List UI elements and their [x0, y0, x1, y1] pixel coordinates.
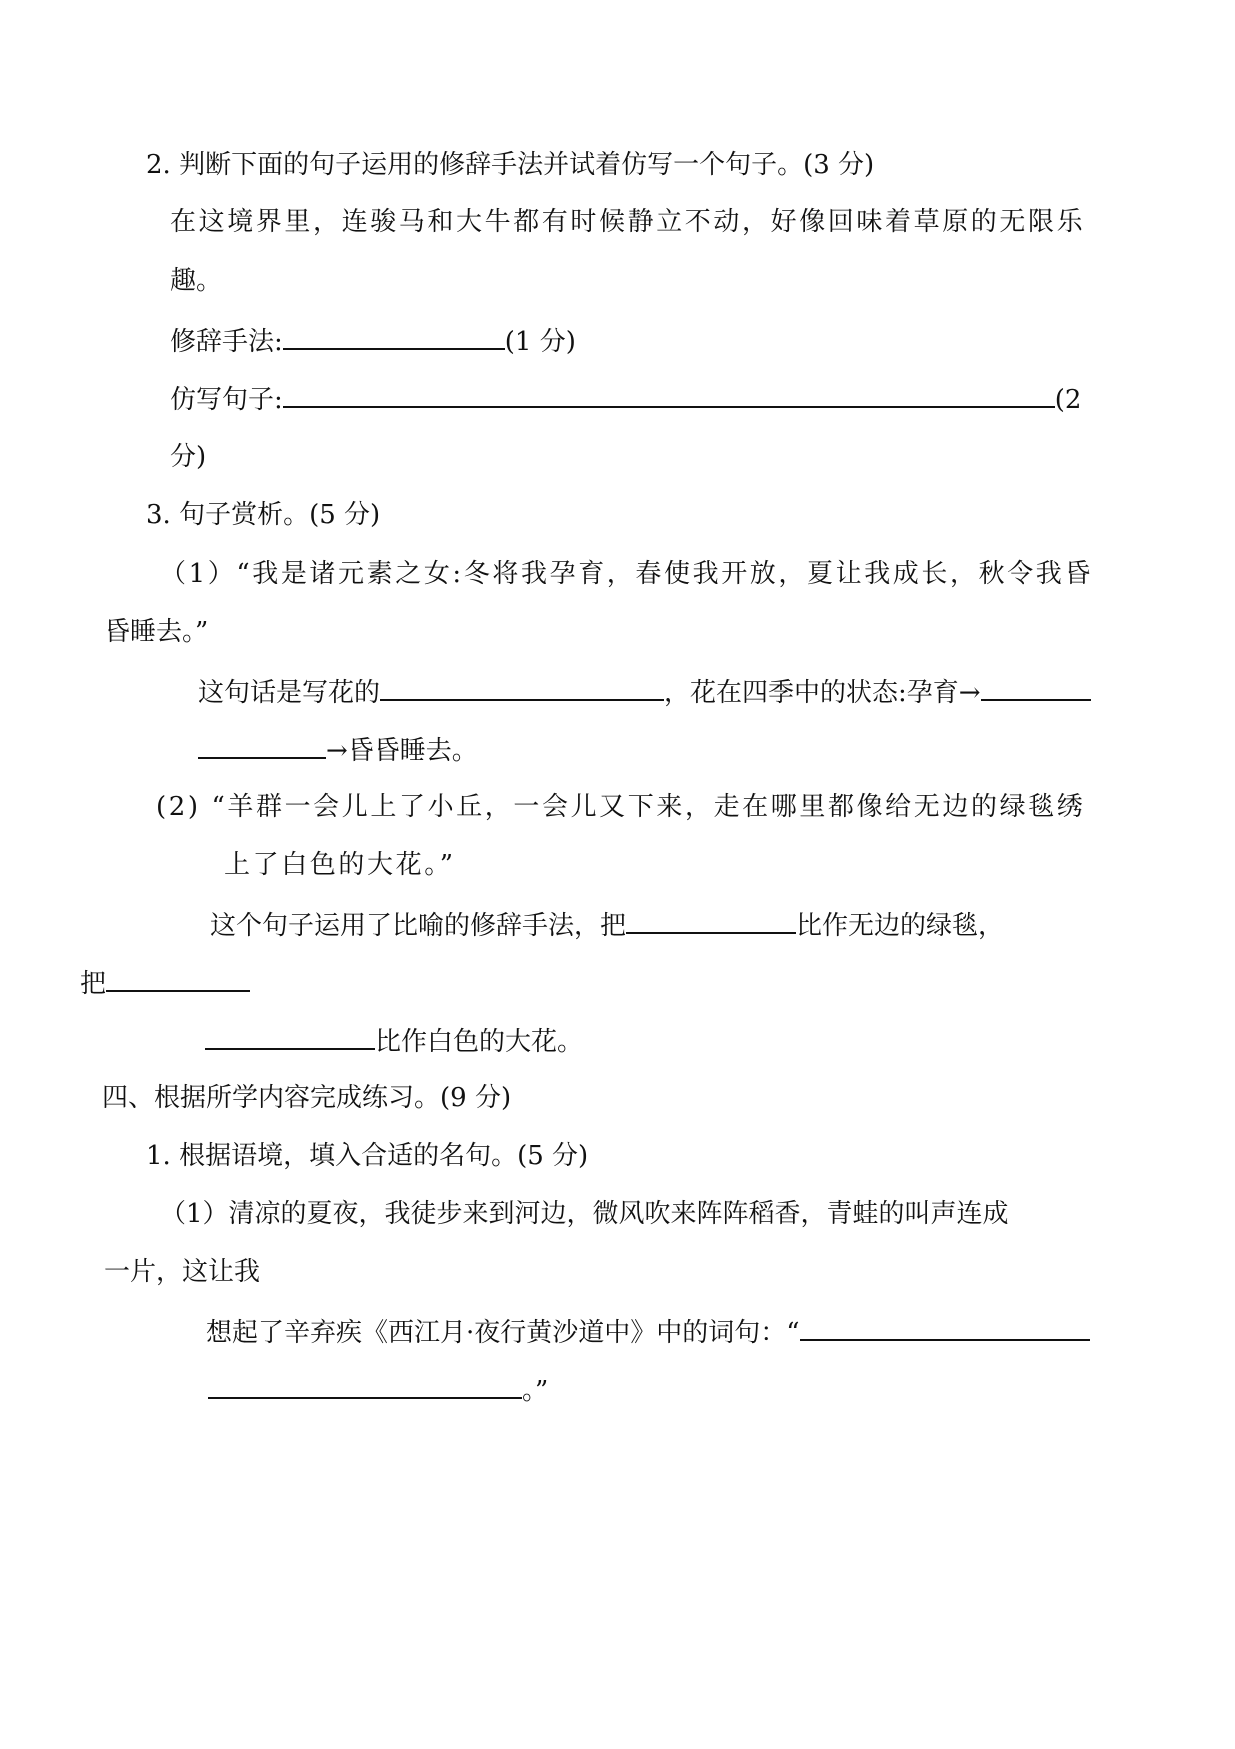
q3-s1-blank-state-a[interactable] — [981, 673, 1091, 701]
q3-s1-ans-a: 这句话是写花的 — [198, 678, 381, 708]
q2-rhetoric-points: (1 分) — [504, 327, 576, 357]
q3-s2-ans-c: 把 — [80, 969, 107, 999]
q3-s1-line2: 昏睡去。” — [104, 617, 209, 647]
q3-s2-answer-row — [210, 906, 1004, 942]
section4-q1-s1-end: 。” — [522, 1376, 549, 1406]
q3-s1-line1: （1）“我是诸元素之女:冬将我孕育，春使我开放，夏让我成长，秋令我昏 — [160, 559, 1093, 589]
q3-s1-answer-row2 — [198, 731, 478, 767]
q3-s1-blank-object[interactable] — [380, 673, 664, 701]
section4-q1-prompt: 1. 根据语境，填入合适的名句。(5 分) — [146, 1141, 589, 1171]
q3-s2-ans-a: 这个句子运用了比喻的修辞手法，把 — [210, 911, 627, 941]
section4-heading: 四、根据所学内容完成练习。(9 分) — [102, 1083, 512, 1113]
q2-imitate-row — [170, 380, 1081, 416]
section4-q1-answer-row2 — [208, 1371, 548, 1407]
section4-q1-blank-b[interactable] — [208, 1371, 522, 1399]
q2-rhetoric-label: 修辞手法: — [170, 327, 283, 357]
q3-s2-line2: 上了白色的大花。” — [224, 850, 456, 880]
q2-rhetoric-blank[interactable] — [283, 322, 505, 350]
q3-s1-blank-state-b[interactable] — [198, 731, 326, 759]
q2-rhetoric-row — [170, 322, 576, 358]
q2-imitate-label: 仿写句子: — [170, 385, 283, 415]
q2-imitate-points-b: 分) — [170, 442, 207, 472]
q3-s2-blank-b2[interactable] — [205, 1022, 375, 1050]
section4-q1-s1-line2: 一片，这让我 — [104, 1257, 261, 1287]
q3-s2-answer-row2 — [80, 964, 250, 1000]
q3-s2-answer-row3 — [205, 1022, 583, 1058]
q3-s2-blank-b1[interactable] — [106, 964, 250, 992]
q3-prompt: 3. 句子赏析。(5 分) — [146, 500, 381, 530]
q2-prompt: 2. 判断下面的句子运用的修辞手法并试着仿写一个句子。(3 分) — [146, 150, 875, 180]
q2-imitate-blank[interactable] — [283, 380, 1055, 408]
section4-q1-answer-row — [206, 1313, 1090, 1349]
q3-s2-blank-a[interactable] — [626, 906, 796, 934]
q3-s2-ans-d: 比作白色的大花。 — [375, 1027, 584, 1057]
q2-sentence-line2: 趣。 — [170, 266, 223, 296]
q3-s2-line1: (2) “羊群一会儿上了小丘，一会儿又下来，走在哪里都像给无边的绿毯绣 — [156, 792, 1086, 822]
q3-s1-ans-b: ，花在四季中的状态:孕育→ — [664, 678, 981, 708]
q3-s1-ans-c: →昏昏睡去。 — [326, 736, 478, 766]
q2-sentence-line1: 在这境界里，连骏马和大牛都有时候静立不动，好像回味着草原的无限乐 — [170, 207, 1086, 237]
q3-s1-answer-row — [198, 673, 1091, 709]
section4-q1-s1-line3: 想起了辛弃疾《西江月·夜行黄沙道中》中的词句：“ — [206, 1318, 800, 1348]
q2-imitate-points-a: (2 — [1054, 385, 1082, 415]
section4-q1-blank-a[interactable] — [800, 1313, 1090, 1341]
q3-s2-ans-b: 比作无边的绿毯， — [796, 911, 1005, 941]
section4-q1-s1-line1: （1）清凉的夏夜，我徒步来到河边，微风吹来阵阵稻香，青蛙的叫声连成 — [160, 1199, 1009, 1229]
